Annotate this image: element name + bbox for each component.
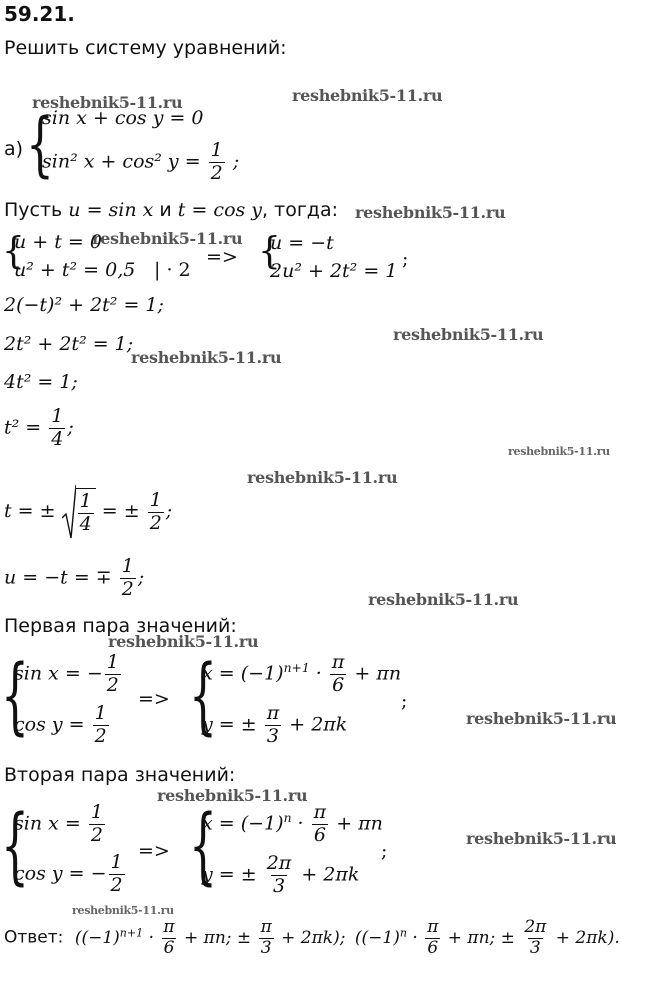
system-brace: { [1,798,29,895]
watermark: reshebnik5-11.ru [92,229,243,248]
task-statement: Решить систему уравнений: [4,37,287,59]
watermark: reshebnik5-11.ru [32,93,183,112]
watermark: reshebnik5-11.ru [393,325,544,344]
watermark: reshebnik5-11.ru [368,590,519,609]
system1-eq1: sin x + cos y = 0 [42,107,204,129]
pair2-title: Вторая пара значений: [4,764,236,786]
step-6: u = −t = ∓ $\frac{1}{2}$ ; [4,555,145,600]
system3-eq1: u = −t [270,232,334,254]
implies-arrow: => [138,688,170,710]
step-4: t² = $\frac{1}{4}$ ; [4,405,74,450]
pair1-eq2: cos y = $\frac{1}{2}$ [14,702,107,747]
system-brace: { [2,230,25,274]
pair1-eq1: sin x = − $\frac{1}{2}$ [14,651,119,696]
pair2-x: $x = (-1)^n$ · $\frac{\pi}{6}$ + πn [202,801,383,846]
step-3: 4t² = 1; [4,371,78,393]
watermark: reshebnik5-11.ru [131,348,282,367]
frac-numerator: 1 [210,139,223,161]
pair1-y: y = ± $\frac{\pi}{3}$ + 2πk [202,702,348,747]
semicolon: ; [401,690,408,712]
multiply-note: | · 2 [154,259,191,281]
step-1: 2(−t)² + 2t² = 1; [4,294,164,316]
part-label: а) [4,138,24,160]
problem-number: 59.21. [4,2,75,26]
watermark: reshebnik5-11.ru [355,203,506,222]
pair2-y: y = ± $\frac{2\pi}{3}$ + 2πk [202,852,360,897]
system3-eq2: 2u² + 2t² = 1 [270,260,398,282]
watermark: reshebnik5-11.ru [508,445,610,458]
sqrt-sign: $\frac{1}{4}$ [62,484,96,540]
pair1-title: Первая пара значений: [4,615,237,637]
step-2: 2t² + 2t² = 1; [4,333,134,355]
system-brace: { [1,648,29,745]
step-5: t = ± $\frac{1}{4}$ = ± $\frac{1}{2}$ ; [4,484,172,540]
system1-eq2: sin² x + cos² y = $\frac{1}{2}$ ; [42,139,240,184]
semicolon: ; [402,248,409,270]
watermark: reshebnik5-11.ru [157,786,308,805]
watermark: reshebnik5-11.ru [466,829,617,848]
pair2-eq2: cos y = − $\frac{1}{2}$ [14,851,123,896]
watermark: reshebnik5-11.ru [466,709,617,728]
system-brace: { [258,230,281,274]
system2-eq2: u² + t² = 0,5 [14,259,136,281]
pair1-x: $x = (-1)^{n+1}$ · $\frac{\pi}{6}$ + πn [202,651,402,696]
answer-line: Ответ: ($(-1)^{n+1}$ · $\frac{\pi}{6}$ + πn; ± $\frac{\pi}{3}$ + 2πk); ($(-1)^n$ · $\frac{\pi}{6}$ + πn; ± $\frac{2\pi}{3}$ + 2πk). [4,917,620,958]
system-brace: { [26,104,54,186]
watermark: reshebnik5-11.ru [108,632,259,651]
implies-arrow: => [138,840,170,862]
system2-eq1: u + t = 0 [14,231,102,253]
pair2-eq1: sin x = $\frac{1}{2}$ [14,801,103,846]
watermark: reshebnik5-11.ru [247,468,398,487]
watermark: reshebnik5-11.ru [292,86,443,105]
semicolon: ; [381,840,388,862]
watermark: reshebnik5-11.ru [72,904,174,917]
system-brace: { [189,648,217,745]
implies-arrow: => [206,246,238,268]
substitution-line: Пусть u = sin x и t = cos y, тогда: [4,199,338,221]
system-brace: { [189,798,217,895]
frac-denominator: 2 [210,161,223,184]
